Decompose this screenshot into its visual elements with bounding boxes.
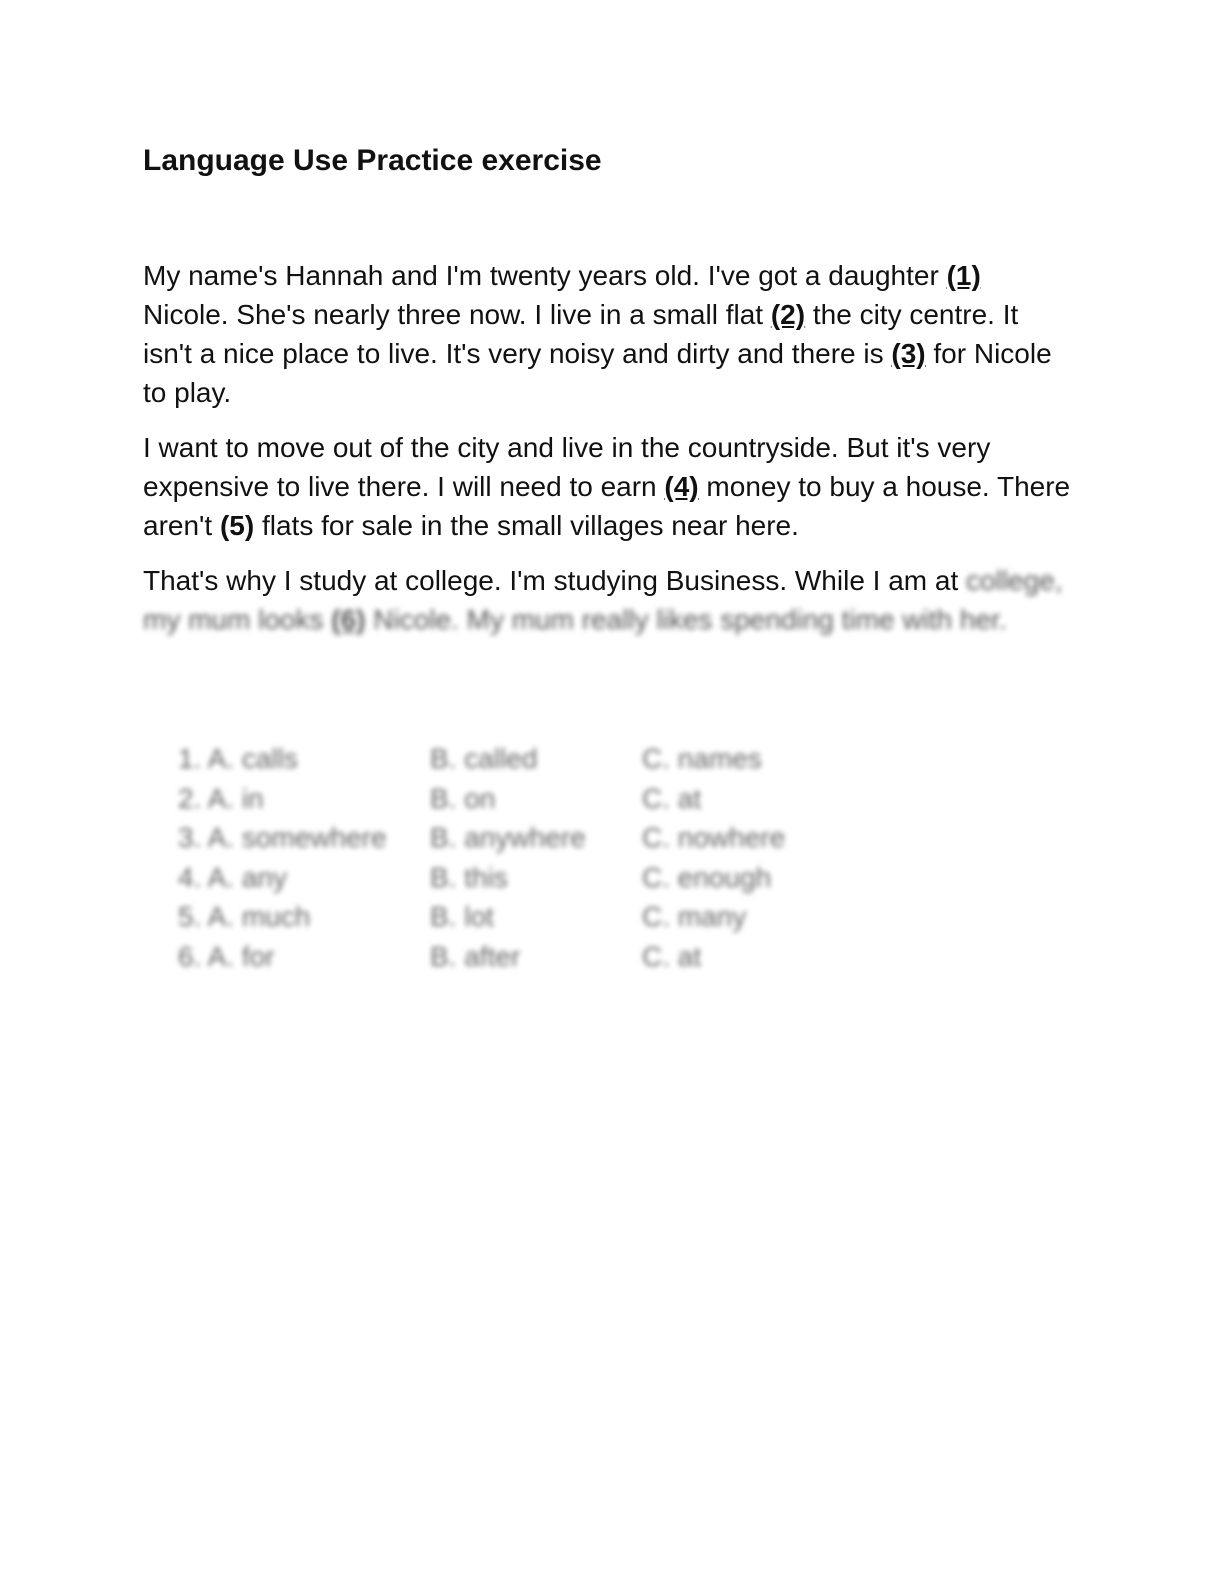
gap-marker: (1) (946, 260, 981, 291)
option-a: 5. A. much (178, 901, 311, 932)
option-c: C. enough (642, 861, 772, 893)
passage-text: the city centre. It isn't a nice place to live. It's very noisy and dirty and there is (143, 299, 1019, 369)
option-a: 6. A. for (178, 940, 275, 972)
option-b: B. anywhere (430, 822, 586, 853)
option-a: 2. A. in (178, 782, 264, 814)
answer-options (178, 739, 842, 976)
option-c: C. names (642, 743, 762, 774)
option-b: B. lot (430, 901, 494, 932)
reading-passage (143, 256, 1073, 639)
gap-marker: (3) (891, 338, 926, 369)
gap-marker: (2) (770, 299, 806, 330)
option-c: C. nowhere (642, 822, 786, 853)
option-b: B. after (430, 940, 521, 972)
passage-text: flats for sale in the small villages near here. (254, 510, 799, 541)
gap-marker: (6) (331, 604, 366, 635)
passage-text: for Nicole to play. (143, 338, 1052, 408)
document-page (143, 140, 1073, 655)
passage-text: money to buy a house. There aren't (143, 471, 1071, 541)
option-row (178, 937, 842, 977)
gap-marker: (4) (664, 471, 699, 502)
option-row (178, 779, 842, 819)
option-b: B. this (430, 861, 508, 893)
option-row (178, 897, 842, 937)
option-c: C. at (642, 782, 702, 814)
option-c: C. many (642, 901, 747, 932)
gap-marker: (5) (219, 510, 255, 541)
passage-paragraph (143, 256, 1073, 412)
passage-paragraph (143, 428, 1073, 545)
blurred-passage-text: college, my mum looks (143, 565, 1063, 635)
option-a: 3. A. somewhere (178, 822, 387, 853)
passage-text: My name's Hannah and I'm twenty years old. I've got a daughter (143, 260, 947, 291)
page-title: Language Use Practice exercise (143, 144, 602, 177)
passage-text: I want to move out of the city and live in the countryside. But it's very expensive to live there. I will need to earn (143, 432, 991, 502)
option-a: 1. A. calls (178, 743, 298, 774)
option-row (178, 858, 842, 898)
option-row (178, 818, 842, 858)
passage-text: That's why I study at college. I'm studying Business. While I am at (143, 565, 967, 596)
passage-text: Nicole. She's nearly three now. I live in a small flat (143, 299, 771, 330)
option-a: 4. A. any (178, 861, 287, 893)
option-row (178, 739, 842, 779)
passage-paragraph (143, 561, 1073, 639)
blurred-passage-text: Nicole. My mum really likes spending time with her. (365, 604, 1007, 635)
option-c: C. at (642, 940, 702, 972)
option-b: B. on (430, 782, 496, 814)
option-b: B. called (430, 743, 538, 774)
